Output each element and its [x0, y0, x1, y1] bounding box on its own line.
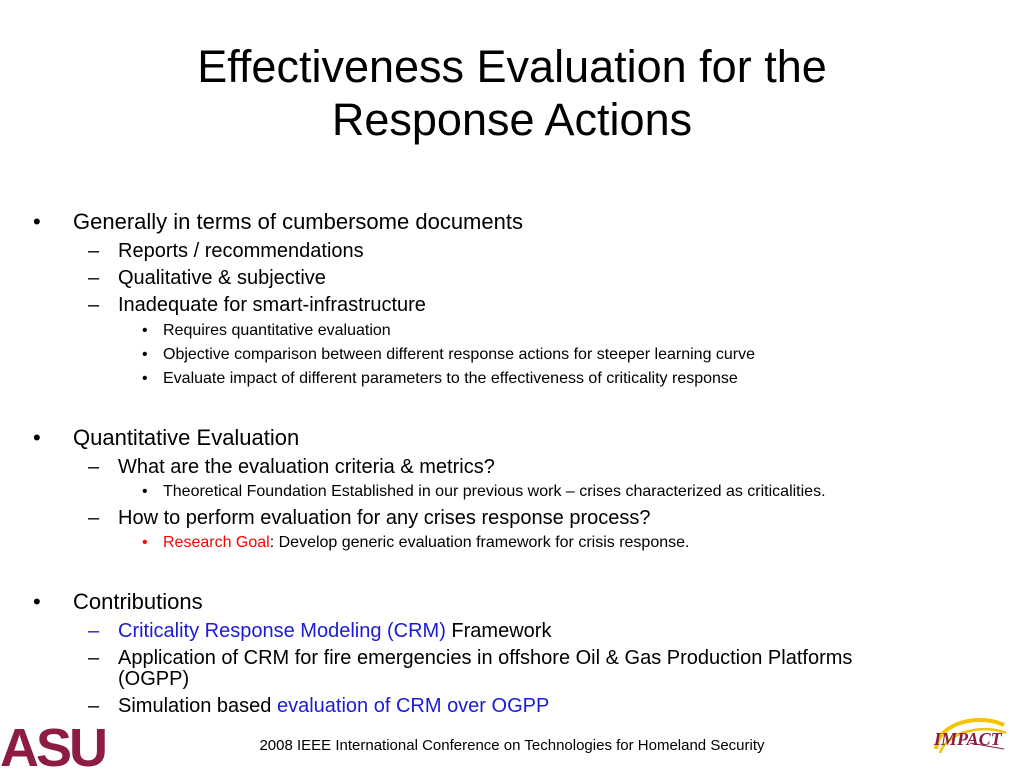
- sub-sub-bullet-text: Evaluate impact of different parameters to the effectiveness of criticality response: [163, 370, 738, 387]
- bullet-marker: •: [33, 425, 41, 450]
- dash-marker: –: [88, 240, 100, 262]
- bullet-marker: •: [142, 370, 148, 387]
- title-line-2: Response Actions: [331, 94, 693, 145]
- evaluation-link-text: evaluation of CRM over OGPP: [276, 695, 550, 717]
- bullet-item: [33, 589, 203, 615]
- bullet-marker: •: [142, 534, 148, 551]
- sub-bullet-text: Inadequate for smart-infrastructure: [118, 294, 426, 316]
- sub-sub-bullet-item: [142, 321, 391, 341]
- sub-sub-bullet-item: [142, 345, 756, 365]
- sub-sub-bullet-text: Theoretical Foundation Established in our previous work – crises characterized as criticalities.: [163, 483, 826, 500]
- sub-bullet-text: How to perform evaluation for any crises response process?: [118, 507, 651, 529]
- sub-bullet-text: (OGPP): [118, 668, 190, 690]
- sub-bullet-continuation: [118, 667, 189, 691]
- sub-sub-bullet-item: [142, 369, 738, 389]
- bullet-marker: •: [142, 322, 148, 339]
- sub-bullet-item: [88, 266, 326, 290]
- dash-marker: –: [88, 456, 100, 478]
- bullet-marker: •: [142, 483, 148, 500]
- impact-logo: [930, 713, 1010, 764]
- sub-bullet-item: [88, 239, 364, 263]
- sub-bullet-text: Reports / recommendations: [118, 240, 364, 262]
- bullet-marker: •: [142, 346, 148, 363]
- footer-text: 2008 IEEE International Conference on Technologies for Homeland Security: [259, 737, 765, 754]
- sub-bullet-item: [88, 506, 651, 530]
- dash-marker: –: [88, 294, 100, 316]
- svg-text:ASU: ASU: [0, 722, 106, 768]
- sub-bullet-item: [88, 293, 426, 317]
- crm-label: Criticality Response Modeling (CRM): [118, 620, 446, 642]
- title-line-1: Effectiveness Evaluation for the: [197, 41, 827, 92]
- bullet-text: Contributions: [73, 589, 203, 614]
- svg-text:IMPACT: IMPACT: [934, 729, 1002, 749]
- sub-sub-bullet-text: Objective comparison between different response actions for steeper learning curve: [163, 346, 756, 363]
- sub-sub-bullet-text: : Develop generic evaluation framework for crisis response.: [269, 534, 690, 551]
- bullet-item: [33, 425, 300, 451]
- sub-sub-bullet-text: Requires quantitative evaluation: [163, 322, 391, 339]
- bullet-text: Quantitative Evaluation: [73, 425, 300, 450]
- sub-bullet-text: What are the evaluation criteria & metrics?: [118, 456, 495, 478]
- bullet-item: [33, 209, 523, 235]
- sub-bullet-item: [88, 646, 853, 670]
- bullet-marker: •: [33, 589, 41, 614]
- sub-bullet-text: Framework: [445, 620, 552, 642]
- dash-marker: –: [88, 647, 100, 669]
- sub-sub-bullet-item: [142, 533, 690, 553]
- bullet-text: Generally in terms of cumbersome documents: [73, 209, 523, 234]
- sub-bullet-item: [88, 694, 550, 718]
- sub-sub-bullet-item: [142, 482, 826, 502]
- dash-marker: –: [88, 507, 100, 529]
- sub-bullet-item: [88, 619, 552, 643]
- dash-marker: –: [88, 267, 100, 289]
- sub-bullet-text: Simulation based: [118, 695, 277, 717]
- dash-marker: –: [88, 620, 100, 642]
- sub-bullet-item: [88, 455, 495, 479]
- research-goal-label: Research Goal: [163, 534, 270, 551]
- sub-bullet-text: Application of CRM for fire emergencies in offshore Oil & Gas Production Platforms: [118, 647, 853, 669]
- bullet-marker: •: [33, 209, 41, 234]
- dash-marker: –: [88, 695, 100, 717]
- sub-bullet-text: Qualitative & subjective: [118, 267, 326, 289]
